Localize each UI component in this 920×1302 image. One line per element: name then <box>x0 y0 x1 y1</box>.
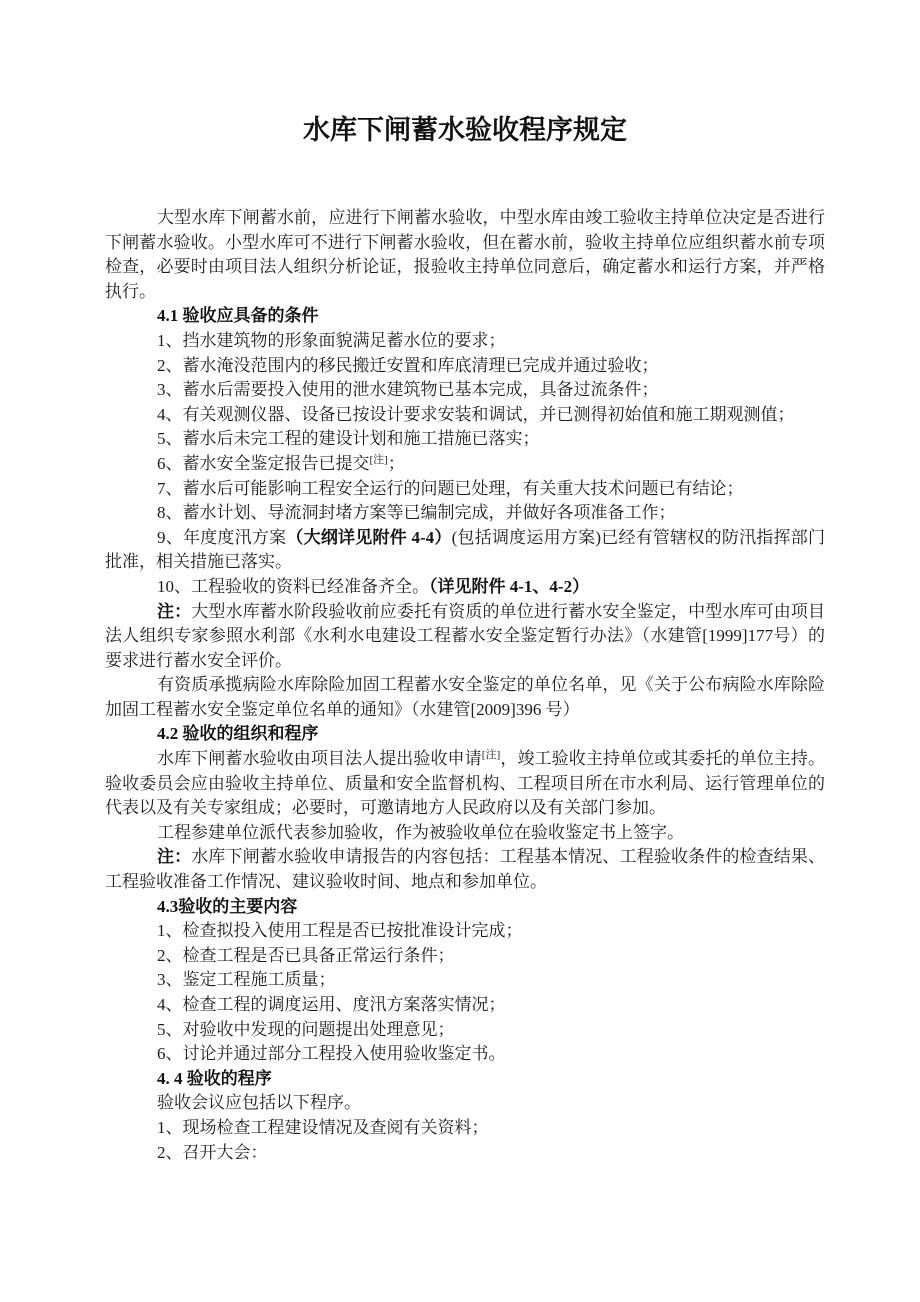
list-item-text: 6、蓄水安全鉴定报告已提交 <box>157 453 370 473</box>
section-heading-4-3: 4.3验收的主要内容 <box>157 896 298 916</box>
list-item: 1、检查拟投入使用工程是否已按批准设计完成； <box>157 921 523 941</box>
attachment-reference: （详见附件 4-1、4-2） <box>429 576 590 596</box>
note-extra-paragraph: 有资质承揽病险水库除险加固工程蓄水安全鉴定的单位名单，见《关于公布病险水库除险加固工程蓄水安全鉴定单位名单的通知》（水建管[2009]396 号） <box>105 675 825 719</box>
note-text: 水库下闸蓄水验收申请报告的内容包括：工程基本情况、工程验收条件的检查结果、工程验收准备工作情况、建议验收时间、地点和参加单位。 <box>105 847 826 892</box>
list-item: 4、有关观测仪器、设备已按设计要求安装和调试，并已测得初始值和施工期观测值； <box>157 404 795 424</box>
list-item-text: ； <box>387 453 405 473</box>
list-item: 2、蓄水淹没范围内的移民搬迁安置和库底清理已完成并通过验收； <box>157 355 659 375</box>
list-item: 2、检查工程是否已具备正常运行条件； <box>157 945 455 965</box>
footnote-marker: [注] <box>481 749 501 762</box>
list-item: 4、检查工程的调度运用、度汛方案落实情况； <box>157 995 506 1014</box>
intro-paragraph: 大型水库下闸蓄水前，应进行下闸蓄水验收，中型水库由竣工验收主持单位决定是否进行下闸蓄水验收。小型水库可不进行下闸蓄水验收，但在蓄水前，验收主持单位应组织蓄水前专项检查，必要时由项目法人组织分析论证，报验收主持单位同意后，确定蓄水和运行方案，并严格执行。 <box>105 208 825 301</box>
body-paragraph: 工程参建单位派代表参加验收，作为被验收单位在验收鉴定书上签字。 <box>157 822 684 842</box>
list-item-text: 9、年度度汛方案 <box>157 527 287 547</box>
section-heading-4-4: 4. 4 验收的程序 <box>157 1068 272 1088</box>
list-item: 1、现场检查工程建设情况及查阅有关资料； <box>157 1117 489 1137</box>
note-paragraph <box>105 600 825 674</box>
list-item: 5、蓄水后未完工程的建设计划和施工措施已落实； <box>157 429 540 449</box>
attachment-reference: （大纲详见附件 4-4） <box>286 527 452 547</box>
list-item <box>105 526 825 575</box>
body-paragraph: 验收会议应包括以下程序。 <box>157 1093 361 1113</box>
section-heading-4-2: 4.2 验收的组织和程序 <box>157 724 319 744</box>
body-paragraph <box>105 747 825 821</box>
body-text: 水库下闸蓄水验收由项目法人提出验收申请 <box>157 749 482 769</box>
body-text: ，竣工验收主持单位或其委托的单位主持。验收委员会应由验收主持单位、质量和安全监督机构、工程项目所在市水利局、运行管理单位的代表以及有关专家组成；必要时，可邀请地方人民政府以及有关部门参加。 <box>105 749 826 818</box>
list-item: 3、蓄水后需要投入使用的泄水建筑物已基本完成，具备过流条件； <box>157 380 659 400</box>
section-heading-4-1: 4.1 验收应具备的条件 <box>157 306 319 326</box>
note-label: 注： <box>157 601 192 621</box>
list-item: 2、召开大会： <box>157 1142 268 1162</box>
note-text: 大型水库蓄水阶段验收前应委托有资质的单位进行蓄水安全鉴定，中型水库可由项目法人组织专家参照水利部《水利水电建设工程蓄水安全鉴定暂行办法》（水建管[1999]177号）的要求进行蓄水安全评价。 <box>105 601 826 670</box>
list-item: 6、讨论并通过部分工程投入使用验收鉴定书。 <box>157 1044 506 1064</box>
list-item <box>105 452 825 477</box>
list-item: 3、鉴定工程施工质量； <box>157 970 336 990</box>
list-item: 8、蓄水计划、导流洞封堵方案等已编制完成，并做好各项准备工作； <box>157 503 676 523</box>
list-item <box>105 575 825 600</box>
list-item: 7、蓄水后可能影响工程安全运行的问题已处理，有关重大技术问题已有结论； <box>157 478 744 498</box>
list-item: 5、对验收中发现的问题提出处理意见； <box>157 1019 455 1039</box>
list-item: 1、挡水建筑物的形象面貌满足蓄水位的要求； <box>157 330 506 350</box>
list-item-text: (包括调度运用方案)已经有管辖权的防汛指挥部门批准，相关措施已落实。 <box>105 527 826 572</box>
note-paragraph <box>105 845 825 894</box>
note-label: 注： <box>157 847 192 867</box>
page-title: 水库下闸蓄水验收程序规定 <box>303 115 627 145</box>
footnote-marker: [注] <box>369 453 388 466</box>
list-item-text: 10、工程验收的资料已经准备齐全。 <box>157 576 429 596</box>
